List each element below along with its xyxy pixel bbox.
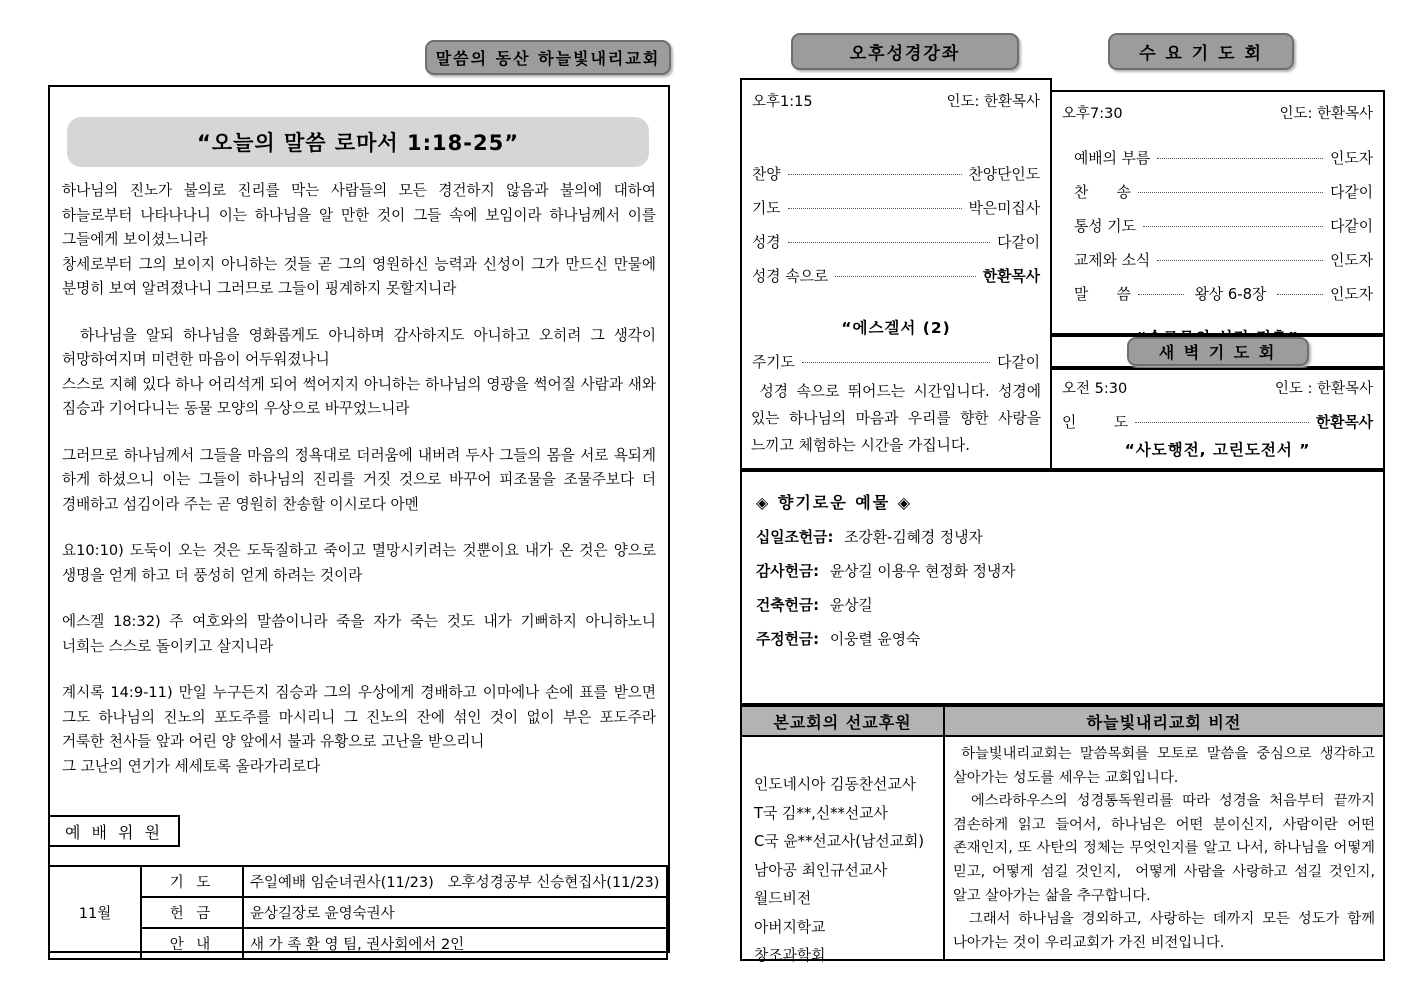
offering-names: 이웅렬 윤영숙: [829, 631, 921, 648]
order-label: 말 씀: [1074, 286, 1131, 303]
service-time: 오전 5:30: [1062, 381, 1128, 397]
left-page-panel: [48, 85, 670, 953]
table-row: [49, 897, 667, 928]
mission-item: 아버지학교: [754, 918, 826, 936]
afternoon-lord-prayer: [742, 351, 1050, 372]
offering-item: [756, 560, 1383, 581]
dawn-service-order: [1052, 411, 1383, 432]
dotted-leader: [1157, 158, 1323, 159]
table-row: [49, 866, 667, 897]
scripture-paragraph: [62, 659, 656, 681]
afternoon-bible-class-title: 오후성경강좌: [849, 44, 961, 64]
dotted-leader: [835, 276, 976, 277]
service-order-item: [1074, 249, 1373, 270]
order-value: 한환목사: [982, 268, 1040, 285]
afternoon-service-panel: [740, 78, 1052, 470]
dawn-service-head: [1052, 370, 1383, 398]
mission-item: C국 윤**선교사(남선교회): [754, 833, 925, 850]
afternoon-sermon-title: “에스겔서 (2): [841, 319, 951, 337]
vision-header: [943, 705, 1385, 737]
mission-item: 창조과학회: [754, 947, 826, 964]
order-value: 찬양단인도: [968, 166, 1040, 183]
order-value: 인도자: [1330, 252, 1373, 269]
mission-header-label: 본교회의 선교후원: [773, 712, 912, 732]
church-header-label: 말씀의 동산 하늘빛내리교회: [435, 49, 661, 68]
scripture-paragraph: 하나님을 알되 하나님을 영화롭게도 아니하며 감사하지도 아니하고 오히려 그 생각이 허망하여지며 미련한 마음이 어두워졌나니: [62, 326, 661, 368]
scripture-paragraph: 창세로부터 그의 보이지 아니하는 것들 곧 그의 영원하신 능력과 신성이 그가 만드신 만물에 분명히 보여 알려졌나니 그러므로 그들이 핑계하지 못할지니라: [62, 255, 661, 297]
offering-item: [756, 594, 1383, 615]
order-label: 성경: [752, 234, 781, 251]
vision-paragraph: 하늘빛내리교회는 말씀목회를 모토로 말씀을 중심으로 생각하고 살아가는 성도를 세우는 교회입니다.: [953, 746, 1380, 786]
mission-header: [740, 705, 945, 737]
duty-table: [48, 865, 668, 960]
dotted-leader: [1277, 294, 1323, 295]
service-order-item: [1062, 411, 1373, 432]
order-label: 통성 기도: [1074, 218, 1136, 235]
order-value: 다같이: [997, 354, 1040, 371]
offerings-title: ◈ 향기로운 예물 ◈: [756, 493, 913, 512]
service-order-item: [1074, 147, 1373, 168]
scripture-title: “오늘의 말씀 로마서 1:18-25”: [197, 131, 519, 155]
scripture-paragraph: [62, 302, 656, 324]
worship-committee-label: 예 배 위 원: [64, 822, 164, 842]
offering-label: 감사헌금:: [756, 563, 820, 580]
offering-item: [756, 628, 1383, 649]
dotted-leader: [802, 362, 990, 363]
duty-label-offering: 헌 금: [141, 897, 243, 928]
vision-text: [945, 737, 1383, 955]
offering-item: [756, 526, 1383, 547]
mission-panel: [740, 735, 945, 964]
order-value: 인도자: [1330, 150, 1373, 167]
service-time: 오후7:30: [1062, 106, 1123, 122]
order-value: 한환목사: [1315, 414, 1373, 431]
scripture-paragraph: 계시록 14:9-11) 만일 누구든지 짐승과 그의 우상에게 경배하고 이마에나 손에 표를 받으면 그도 하나님의 진노의 포도주를 마시리니 그 진노의 잔에 섞인 것이 없이 부은 포도주라 거룩한 천사들 앞과 어린 양 앞에서 불과 유황으로 고난을 받으리니: [62, 684, 661, 750]
offering-label: 건축헌금:: [756, 597, 820, 614]
dawn-service-panel: [1050, 368, 1385, 470]
vision-header-label: 하늘빛내리교회 비전: [1086, 712, 1242, 732]
service-order-item: [752, 163, 1040, 184]
order-value: 다같이: [1330, 218, 1373, 235]
dotted-leader: [1157, 260, 1323, 261]
scripture-paragraph: [62, 422, 656, 444]
afternoon-service-head: [742, 80, 1050, 111]
church-header-badge: [425, 40, 671, 75]
duty-label-guide: 안 내: [141, 928, 243, 959]
scripture-paragraph: 에스겔 18:32) 주 여호와의 말씀이니라 죽을 자가 죽는 것도 내가 기뻐하지 아니하노니 너희는 스스로 돌이키고 살지니라: [62, 613, 661, 655]
dawn-prayer-badge: [1127, 337, 1309, 366]
order-label: 성경 속으로: [752, 268, 829, 285]
offering-names: 윤상길 이용우 현정화 정냉자: [829, 563, 1016, 580]
order-scripture-ref: 왕상 6-8장: [1194, 286, 1267, 303]
offerings-panel: [740, 470, 1385, 705]
duty-label-prayer: 기 도: [141, 866, 243, 897]
table-row: [49, 928, 667, 959]
vision-panel: [943, 735, 1385, 961]
service-order-item: [1074, 283, 1373, 304]
service-leader: 인도 : 한환목사: [1274, 381, 1373, 397]
offering-label: 주정헌금:: [756, 631, 820, 648]
dawn-sermon-title: “사도행전, 고린도전서 ”: [1124, 441, 1311, 459]
dotted-leader: [788, 174, 962, 175]
order-label: 주기도: [752, 354, 795, 371]
wednesday-prayer-title: 수 요 기 도 회: [1139, 44, 1263, 64]
dotted-leader: [1135, 422, 1309, 423]
order-value: 다같이: [997, 234, 1040, 251]
order-value: 다같이: [1330, 184, 1373, 201]
service-order-item: [1074, 215, 1373, 236]
mission-item: 월드비전: [754, 890, 812, 907]
service-order-item: [1074, 181, 1373, 202]
dawn-prayer-title: 새 벽 기 도 회: [1158, 343, 1277, 362]
vision-paragraph: 에스라하우스의 성경통독원리를 따라 성경을 처음부터 끝까지 겸손하게 읽고 들어서, 하나님은 어떤 분이신지, 사람이란 어떤 존재인지, 또 사탄의 정체는 무엇인지를 알고 나서, 하나님을 어떻게 믿고, 어떻게 섬길 것인지, 어떻게 사람을 사랑하고 섬길 것인지, 알고 살아가는 삶을 추구합니다.: [953, 793, 1380, 904]
service-time: 오후1:15: [752, 94, 813, 110]
mission-item: 남아공 최인규선교사: [754, 861, 888, 879]
afternoon-bible-class-badge: [791, 33, 1019, 70]
order-label: 예배의 부름: [1074, 150, 1151, 167]
scripture-body: [62, 179, 661, 779]
order-value: 인도자: [1330, 286, 1373, 303]
order-label: 기도: [752, 200, 781, 217]
offering-names: 윤상길: [829, 597, 873, 614]
scripture-paragraph: 그 고난의 연기가 세세토록 올라가리로다: [62, 757, 321, 775]
dawn-prayer-header-row: [1050, 335, 1385, 368]
service-leader: 인도: 한환목사: [946, 94, 1040, 110]
wednesday-service-panel: [1050, 90, 1385, 335]
scripture-title-bubble: [67, 117, 649, 167]
order-label: 인 도: [1062, 414, 1129, 431]
order-label: 찬양: [752, 166, 781, 183]
order-value: 박은미집사: [968, 200, 1040, 217]
mission-item: 인도네시아 김동찬선교사: [754, 776, 916, 793]
afternoon-description: 성경 속으로 뛰어드는 시간입니다. 성경에 있는 하나님의 마음과 우리를 향한 사랑을 느끼고 체험하는 시간을 가집니다.: [751, 383, 1046, 454]
scripture-paragraph: [62, 517, 656, 539]
order-label: 교제와 소식: [1074, 252, 1151, 269]
wednesday-prayer-badge: [1108, 33, 1294, 70]
dotted-leader: [1143, 226, 1323, 227]
scripture-paragraph: [62, 588, 656, 610]
wednesday-service-head: [1052, 92, 1383, 123]
offering-label: 십일조헌금:: [756, 529, 834, 546]
duty-value-prayer: 주일예배 임순녀권사(11/23) 오후성경공부 신승현집사(11/23): [243, 866, 667, 897]
worship-committee-box: [48, 815, 180, 847]
service-order-item: [752, 351, 1040, 372]
wednesday-service-order: [1052, 147, 1383, 304]
dotted-leader: [788, 242, 991, 243]
service-order-item: [752, 197, 1040, 218]
service-order-item: [752, 231, 1040, 252]
scripture-paragraph: 요10:10) 도둑이 오는 것은 도둑질하고 죽이고 멸망시키려는 것뿐이요 내가 온 것은 양으로 생명을 얻게 하고 더 풍성히 얻게 하려는 것이라: [62, 542, 661, 584]
afternoon-service-order: [742, 163, 1050, 286]
duty-month: 11월: [49, 866, 141, 959]
service-order-item: [752, 265, 1040, 286]
duty-value-offering: 윤상길장로 윤영숙권사: [243, 897, 667, 928]
scripture-paragraph: 하나님의 진노가 불의로 진리를 막는 사람들의 모든 경건하지 않음과 불의에 대하여 하늘로부터 나타나나니 이는 하나님을 알 만한 것이 그들 속에 보임이라 하나님께서 이를 그들에게 보이셨느니라: [62, 182, 661, 248]
vision-paragraph: 그래서 하나님을 경외하고, 사랑하는 데까지 모든 성도가 함께 나아가는 것이 우리교회가 가진 비전입니다.: [953, 911, 1380, 951]
dotted-leader: [1138, 192, 1323, 193]
offering-names: 조강환-김혜경 정냉자: [844, 529, 983, 546]
mission-list: [742, 737, 943, 971]
service-leader: 인도: 한환목사: [1279, 106, 1373, 122]
duty-value-guide: 새 가 족 환 영 팀, 권사회에서 2인: [243, 928, 667, 959]
scripture-paragraph: 그러므로 하나님께서 그들을 마음의 정욕대로 더러움에 내버려 두사 그들의 몸을 서로 욕되게 하게 하셨으니 이는 그들이 하나님의 진리를 거짓 것으로 바꾸어 피조물을 조물주보다 더 경배하고 섬김이라 주는 곧 영원히 찬송할 이시로다 아멘: [62, 446, 661, 513]
scripture-paragraph: 스스로 지혜 있다 하나 어리석게 되어 썩어지지 아니하는 하나님의 영광을 썩어질 사람과 새와 짐승과 기어다니는 동물 모양의 우상으로 바꾸었느니라: [62, 375, 661, 417]
dotted-leader: [788, 208, 962, 209]
order-label: 찬 송: [1074, 184, 1131, 201]
mission-item: T국 김**,신**선교사: [754, 804, 888, 822]
dotted-leader: [1138, 294, 1184, 295]
